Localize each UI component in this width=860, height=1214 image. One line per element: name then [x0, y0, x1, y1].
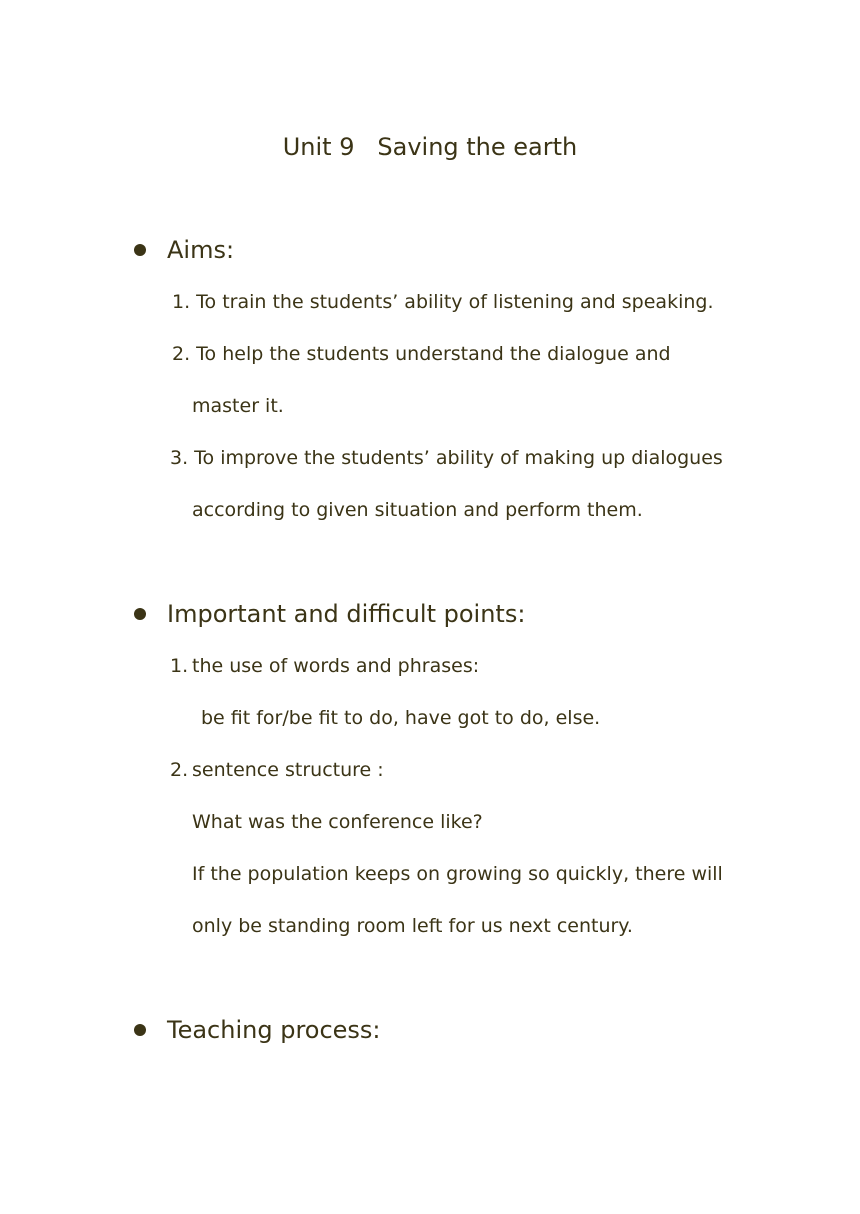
section-heading-teaching-process: Teaching process: [167, 1016, 381, 1044]
aims-item-3-continued: according to given situation and perform them. [192, 499, 643, 521]
bullet-icon [134, 1024, 146, 1036]
aims-item-3: 3. To improve the students’ ability of making up dialogues [170, 447, 723, 469]
document-title: Unit 9 Saving the earth [282, 133, 578, 161]
aims-item-2: 2. To help the students understand the dialogue and [172, 343, 671, 365]
bullet-icon [134, 608, 146, 620]
points-item-2-text: sentence structure : [192, 759, 384, 781]
points-item-2-example-2: If the population keeps on growing so quickly, there will [192, 863, 723, 885]
section-important-points [134, 596, 525, 632]
section-teaching-process [134, 1012, 381, 1048]
section-aims [134, 232, 234, 268]
points-item-1-text: the use of words and phrases: [192, 655, 480, 677]
aims-item-2-continued: master it. [192, 395, 284, 417]
section-heading-important-points: Important and difficult points: [167, 600, 526, 628]
points-item-1-number: 1. [170, 655, 189, 677]
points-item-2-number: 2. [170, 759, 189, 781]
points-item-1-detail: be fit for/be fit to do, have got to do, else. [201, 707, 601, 729]
points-item-2-example-1: What was the conference like? [192, 811, 483, 833]
bullet-icon [134, 244, 146, 256]
points-item-2-example-2-continued: only be standing room left for us next century. [192, 915, 633, 937]
section-heading-aims: Aims: [167, 236, 235, 264]
aims-item-1: 1. To train the students’ ability of listening and speaking. [172, 291, 714, 313]
